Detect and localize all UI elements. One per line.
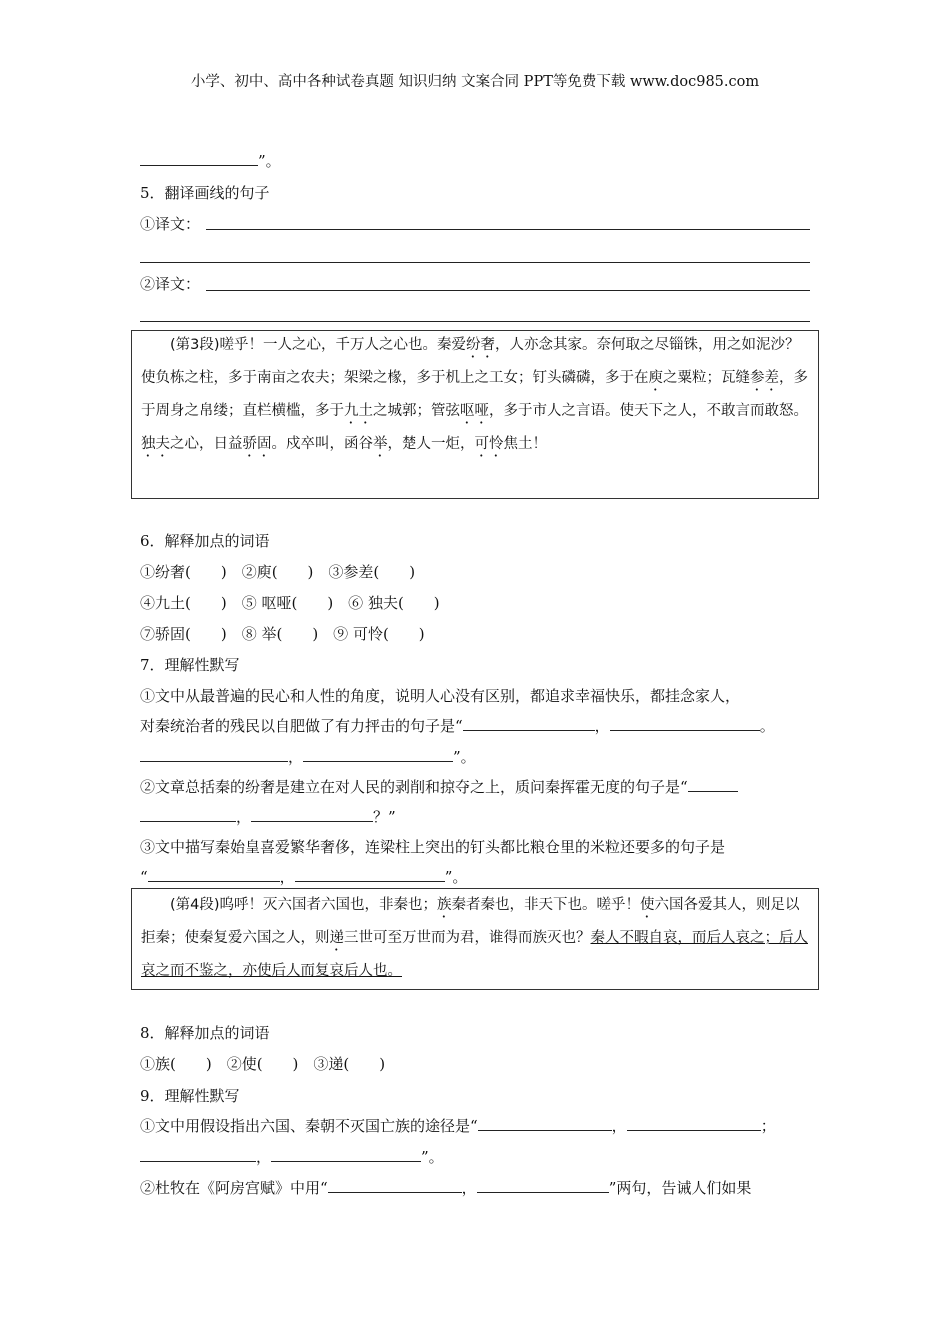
answer-blank[interactable] bbox=[478, 1116, 612, 1131]
q7-p2-line2: ， ？” bbox=[140, 806, 396, 827]
dotted-word: 举 bbox=[373, 436, 388, 452]
q5-line2-label: ②译文： bbox=[140, 275, 201, 293]
q6-row-1: ①纷奢( ) ②庾( ) ③参差( ) bbox=[140, 563, 416, 581]
answer-blank[interactable] bbox=[140, 1147, 256, 1162]
q7-title: 7．理解性默写 bbox=[140, 656, 240, 674]
q7-p3-line1: ③文中描写秦始皇喜爱繁华奢侈，连梁柱上突出的钉头都比粮仓里的米粒还要多的句子是 bbox=[140, 838, 726, 856]
passage-paragraph-3: (第3段)嗟乎！一人之心，千万人之心也。秦爱纷奢，人亦念其家。奈何取之尽锱铢，用之如泥沙？使负栋之柱，多于南亩之农夫；架梁之椽，多于机上之工女；钉头磷磷，多于在庾之粟粒；瓦缝参差，多于周身之帛缕；直栏横槛，多于九土之城郭；管弦呕哑，多于市人之言语。使天下之人，不敢言而敢怒。独夫之心，日益骄固。戍卒叫，函谷举，楚人一炬，可怜焦土！ bbox=[131, 330, 819, 499]
answer-blank[interactable] bbox=[328, 1178, 462, 1193]
dotted-word: 参差 bbox=[750, 370, 779, 386]
q6-title: 6．解释加点的词语 bbox=[140, 532, 270, 550]
answer-blank[interactable] bbox=[148, 867, 280, 882]
answer-blank[interactable] bbox=[477, 1178, 609, 1193]
q8-row-1: ①族( ) ②使( ) ③递( ) bbox=[140, 1055, 386, 1073]
dotted-word: 使 bbox=[640, 897, 655, 913]
translation-line-1[interactable] bbox=[206, 229, 810, 230]
answer-blank[interactable] bbox=[463, 716, 595, 731]
dotted-word: 骄固 bbox=[242, 436, 272, 452]
answer-blank[interactable] bbox=[251, 807, 373, 822]
answer-blank[interactable] bbox=[303, 747, 453, 762]
q5-title: 5．翻译画线的句子 bbox=[140, 184, 270, 202]
answer-blank[interactable] bbox=[627, 1116, 761, 1131]
page-header: 小学、初中、高中各种试卷真题 知识归纳 文案合同 PPT等免费下载 www.doc985.com bbox=[190, 74, 760, 90]
q9-title: 9．理解性默写 bbox=[140, 1087, 240, 1105]
dotted-word: 递 bbox=[329, 930, 344, 946]
dotted-word: 九土 bbox=[344, 403, 373, 419]
answer-blank[interactable] bbox=[295, 867, 445, 882]
dotted-word: 独夫 bbox=[141, 436, 170, 452]
q6-row-2: ④九土( ) ⑤ 呕哑( ) ⑥ 独夫( ) bbox=[140, 594, 440, 612]
dotted-word: 纷奢 bbox=[466, 337, 496, 353]
answer-blank[interactable] bbox=[140, 747, 288, 762]
q8-title: 8．解释加点的词语 bbox=[140, 1024, 270, 1042]
underlined-sentence: 秦人不暇自哀，而后人哀之；后人哀之而不鉴之，亦使后人而复哀后人也。 bbox=[141, 930, 808, 979]
translation-line-2[interactable] bbox=[206, 290, 810, 291]
passage-paragraph-4: (第4段)呜呼！灭六国者六国也，非秦也；族秦者秦也，非天下也。嗟乎！使六国各爱其人，则足以拒秦；使秦复爱六国之人，则递三世可至万世而为君，谁得而族灭也？秦人不暇自哀，而后人哀之；后人哀之而不鉴之，亦使后人而复哀后人也。 bbox=[131, 888, 819, 990]
q7-p1-line2: 对秦统治者的残民以自肥做了有力抨击的句子是“ ， 。 bbox=[140, 717, 775, 735]
answer-blank[interactable] bbox=[688, 777, 738, 792]
translation-line-2b[interactable] bbox=[140, 321, 810, 322]
dotted-word: 可怜 bbox=[474, 436, 504, 452]
dotted-word: 庾 bbox=[648, 370, 663, 386]
q4-answer-tail: ”。 bbox=[140, 150, 281, 171]
q9-p1-line1: ①文中用假设指出六国、秦朝不灭国亡族的途径是“ ， ； bbox=[140, 1117, 776, 1135]
q7-p1-line1: ①文中从最普遍的民心和人性的角度，说明人心没有区别，都追求幸福快乐，都挂念家人， bbox=[140, 687, 741, 705]
q5-line1-label: ①译文： bbox=[140, 215, 201, 233]
answer-blank[interactable] bbox=[140, 807, 236, 822]
q7-p1-line3: ， ”。 bbox=[140, 746, 476, 767]
answer-blank[interactable] bbox=[271, 1147, 421, 1162]
dotted-word: 呕哑 bbox=[460, 403, 489, 419]
q7-p2-line1: ②文章总括秦的纷奢是建立在对人民的剥削和掠夺之上，质问秦挥霍无度的句子是“ bbox=[140, 776, 738, 797]
answer-blank[interactable] bbox=[610, 716, 760, 731]
translation-line-1b[interactable] bbox=[140, 262, 810, 263]
dotted-word: 族 bbox=[437, 897, 452, 913]
q7-p3-line2: “ ， ”。 bbox=[140, 868, 468, 886]
q9-p1-line2: ， ”。 bbox=[140, 1146, 444, 1167]
q6-row-3: ⑦骄固( ) ⑧ 举( ) ⑨ 可怜( ) bbox=[140, 625, 425, 643]
answer-blank[interactable] bbox=[140, 151, 258, 166]
q9-p2-line1: ②杜牧在《阿房宫赋》中用“ ， ”两句，告诫人们如果 bbox=[140, 1179, 752, 1197]
